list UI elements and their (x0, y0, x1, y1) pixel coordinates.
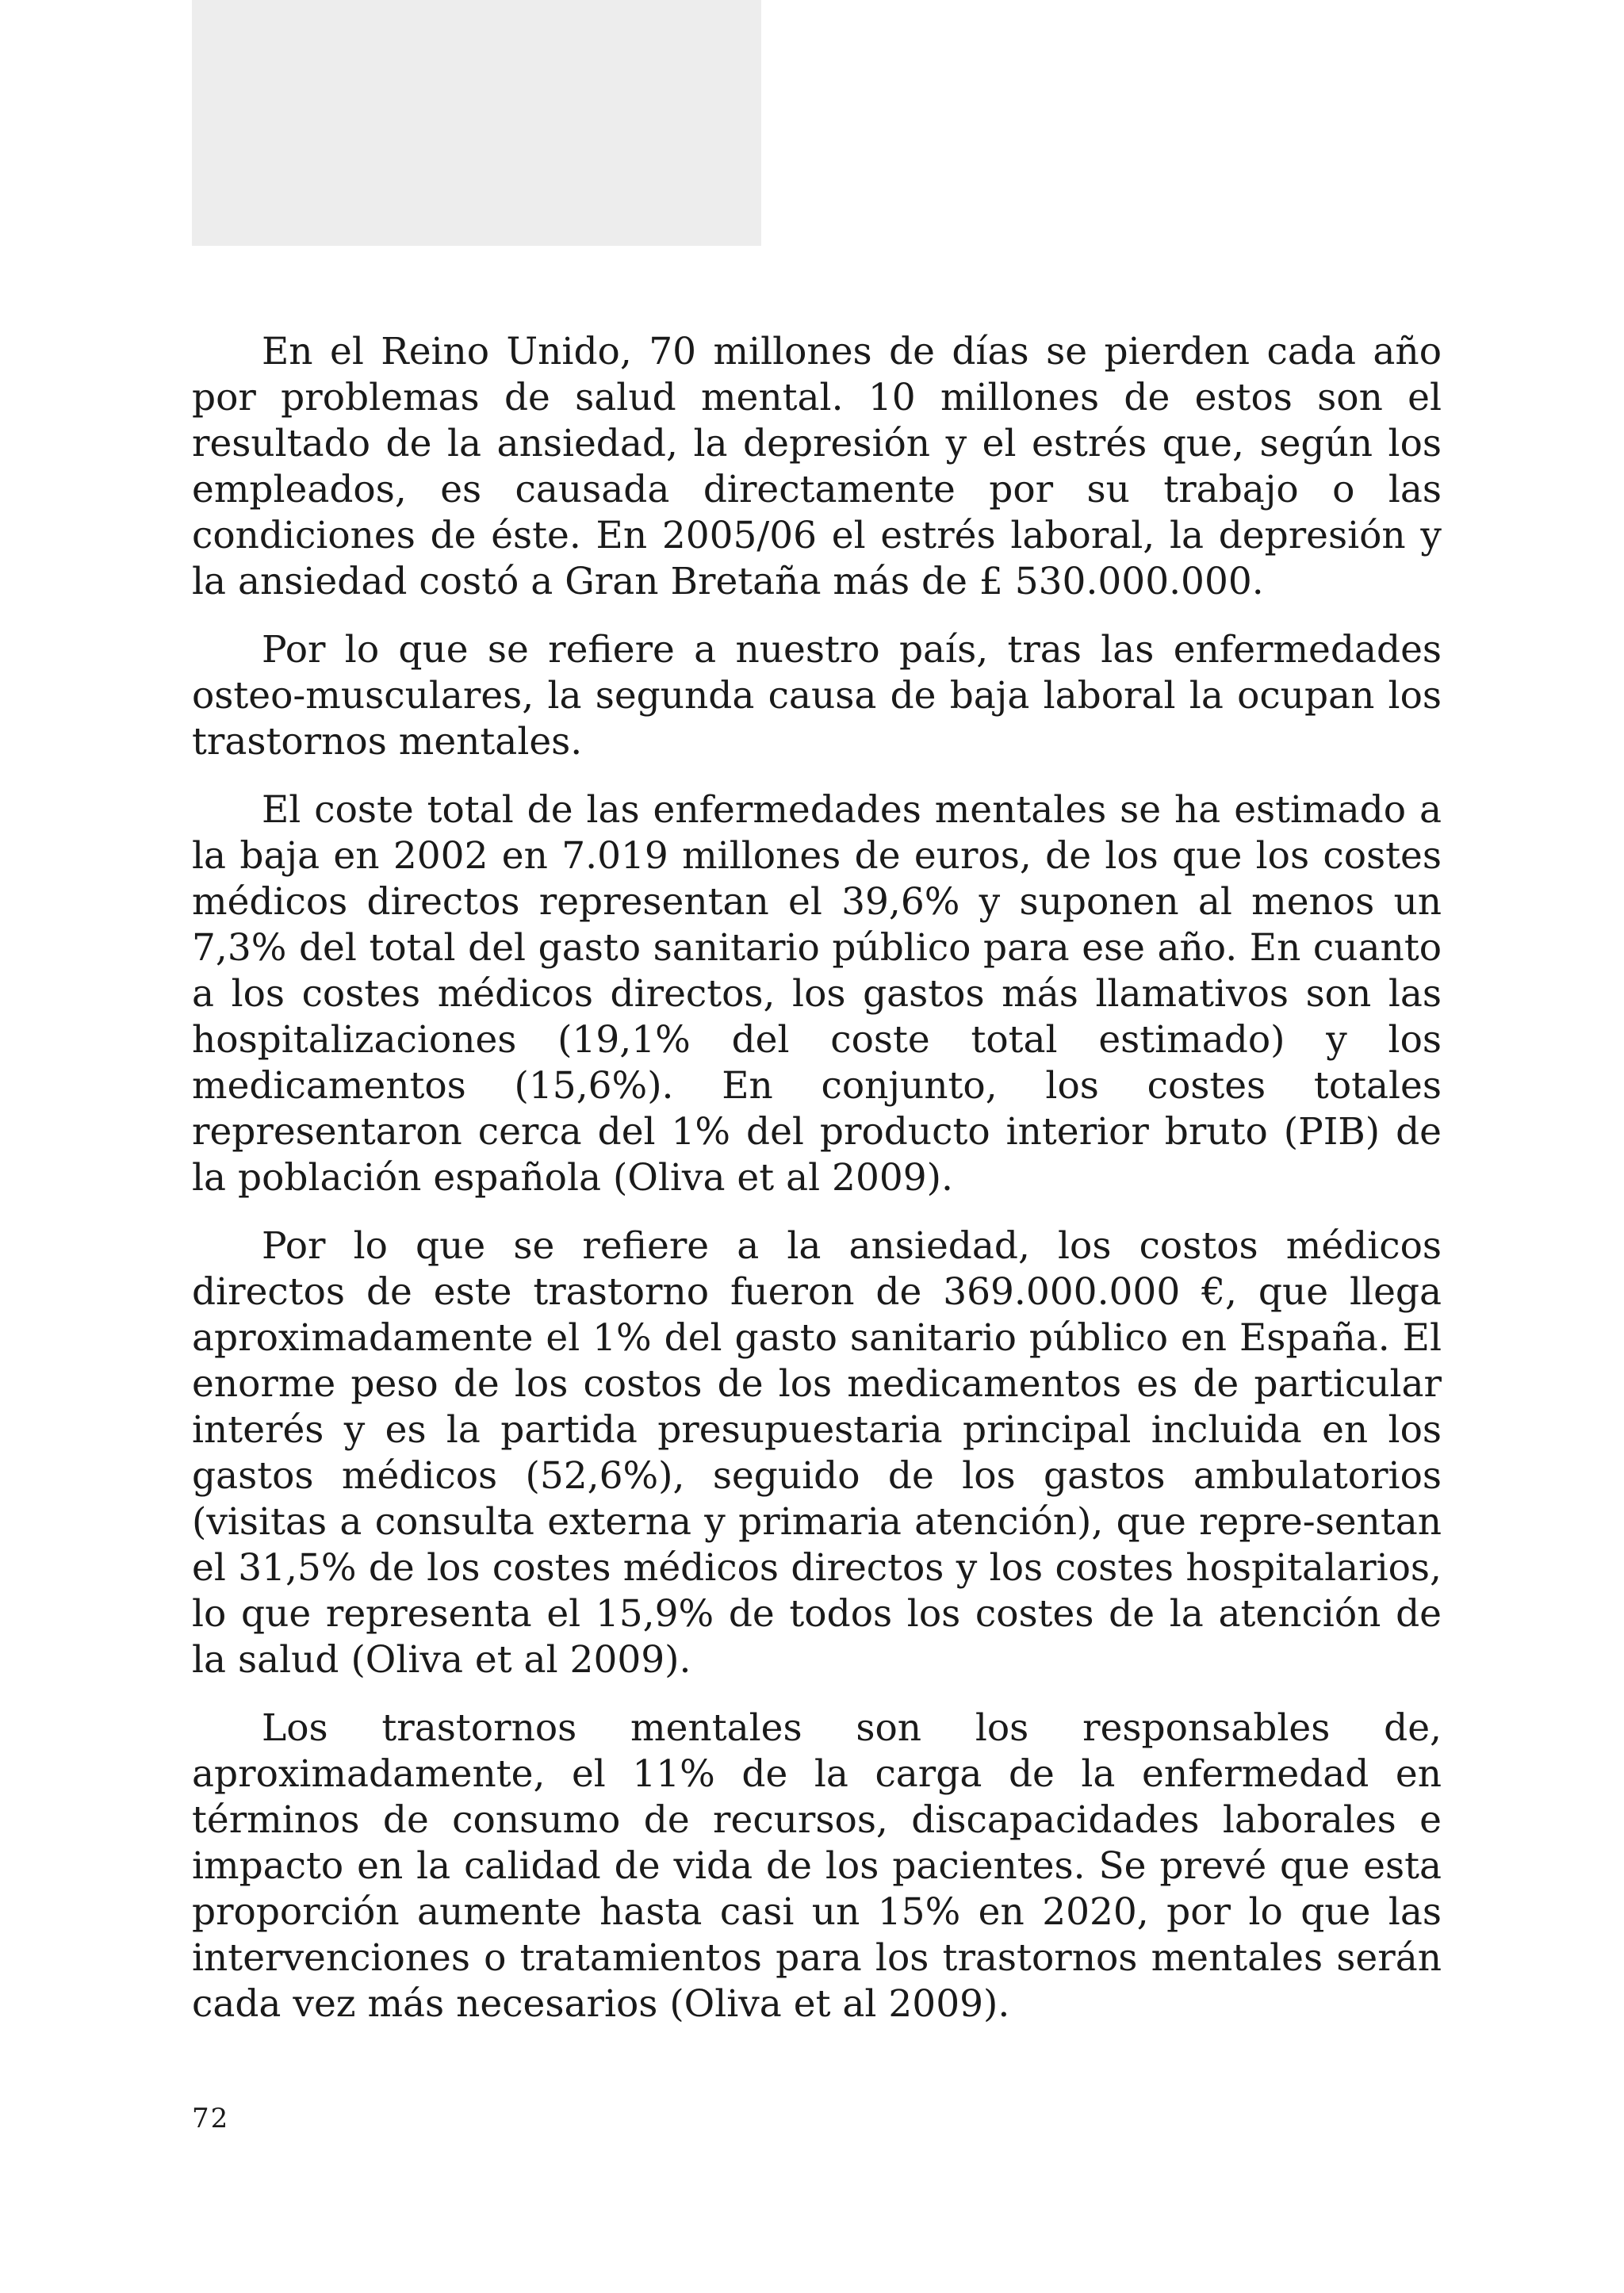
paragraph-5: Los trastornos mentales son los responsables de, aproximadamente, el 11% de la carga de la enfermedad en términos de consumo de recursos, discapacidades laborales e impacto en la calidad de vida de los pacientes. Se prevé que esta proporción aumente hasta casi un 15% en 2020, por lo que las intervenciones o tratamientos para los trastornos mentales serán cada vez más necesarios (Oliva et al 2009). (192, 1706, 1442, 2026)
body-text (192, 329, 1442, 2050)
header-gray-block (192, 0, 761, 246)
paragraph-3: El coste total de las enfermedades mentales se ha estimado a la baja en 2002 en 7.019 millones de euros, de los que los costes médicos directos representan el 39,6% y suponen al menos un 7,3% del total del gasto sanitario público para ese año. En cuanto a los costes médicos directos, los gastos más llamativos son las hospitalizaciones (19,1% del coste total estimado) y los medicamentos (15,6%). En conjunto, los costes totales representaron cerca del 1% del producto interior bruto (PIB) de la población española (Oliva et al 2009). (192, 788, 1442, 1200)
paragraph-1: En el Reino Unido, 70 millones de días se pierden cada año por problemas de salud mental. 10 millones de estos son el resultado de la ansiedad, la depresión y el estrés que, según los empleados, es causada directamente por su trabajo o las condiciones de éste. En 2005/06 el estrés laboral, la depresión y la ansiedad costó a Gran Bretaña más de £ 530.000.000. (192, 330, 1442, 603)
paragraph-2: Por lo que se refiere a nuestro país, tras las enfermedades osteo-musculares, la segunda causa de baja laboral la ocupan los trastornos mentales. (192, 628, 1442, 764)
page-number: 72 (192, 2103, 230, 2134)
paragraph-4: Por lo que se refiere a la ansiedad, los costos médicos directos de este trastorno fueron de 369.000.000 €, que llega aproximadamente el 1% del gasto sanitario público en España. El enorme peso de los costos de los medicamentos es de particular interés y es la partida presupuestaria principal incluida en los gastos médicos (52,6%), seguido de los gastos ambulatorios (visitas a consulta externa y primaria atención), que repre-sentan el 31,5% de los costes médicos directos y los costes hospitalarios, lo que representa el 15,9% de todos los costes de la atención de la salud (Oliva et al 2009). (192, 1224, 1442, 1682)
